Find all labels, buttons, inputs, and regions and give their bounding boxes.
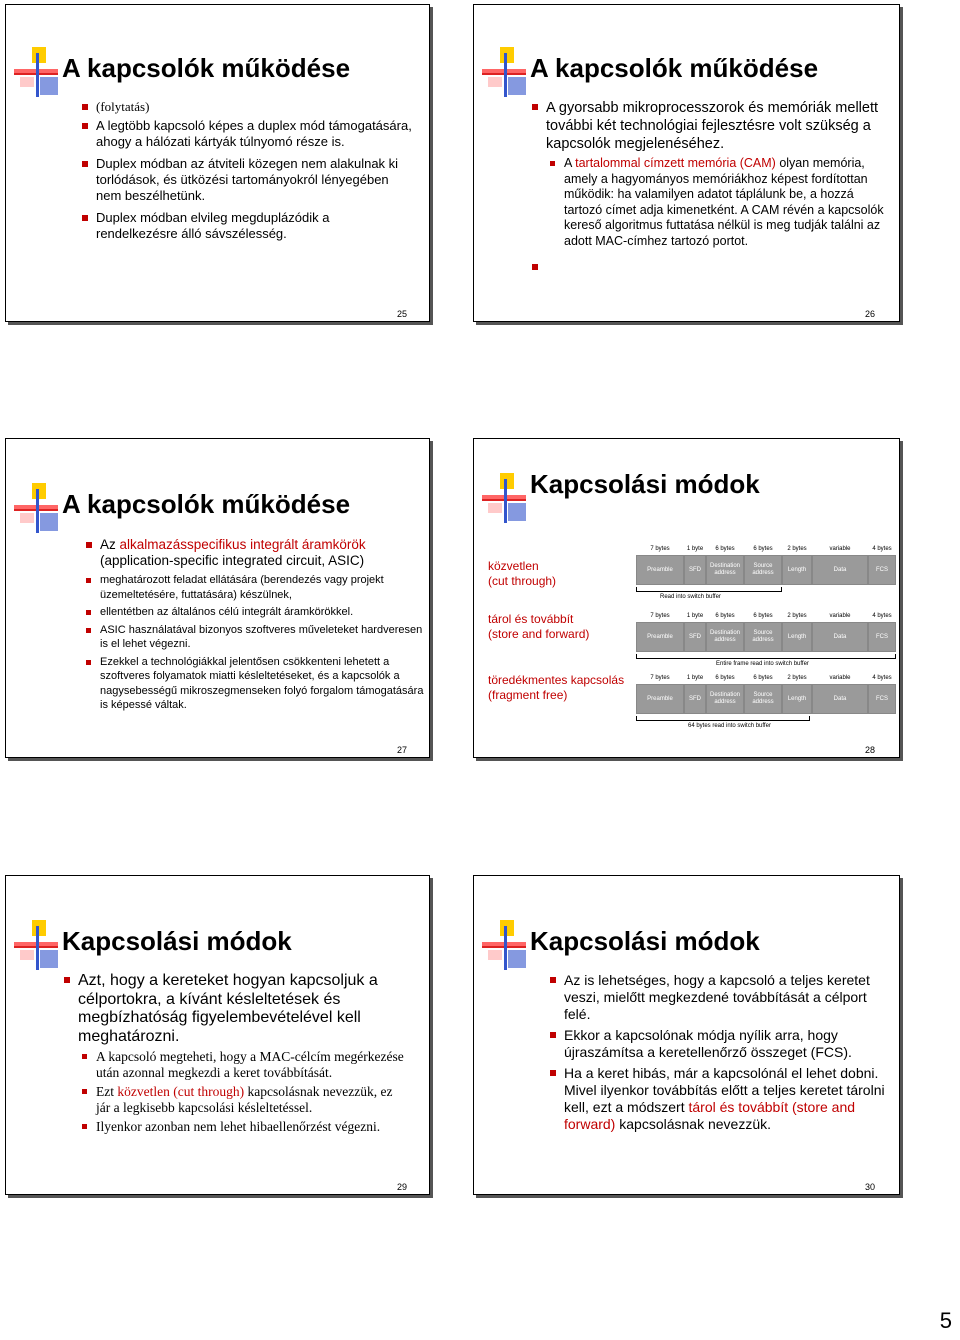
slide-title: Kapcsolási módok: [62, 926, 292, 956]
size-label: 7 bytes: [650, 675, 670, 681]
size-label: 6 bytes: [715, 675, 735, 681]
highlight-term: alkalmazásspecifikus integrált áramkörök: [119, 537, 366, 552]
field-length: Length: [782, 684, 812, 714]
sub-bullet-item: [82, 1084, 404, 1116]
size-label: 6 bytes: [715, 546, 735, 552]
read-range-bracket: [636, 587, 782, 592]
bullet-item: Azt, hogy a kereteket hogyan kapcsoljuk a célportokra, a kívánt késleltetések és megbízhatóság figyelembevételével kell meghatározni.: [64, 972, 404, 1046]
frame-size-row: [636, 675, 896, 684]
text-part: kapcsolásnak nevezzük, ez jár a legkisebb kapcsolási késleltetéssel.: [96, 1084, 393, 1115]
document-page-number: 5: [939, 1308, 952, 1333]
mode-name-en: (store and forward): [488, 627, 590, 641]
sub-bullet-item: ASIC használatával bizonyos szoftveres műveleteket hardveresen is el lehet végezni.: [86, 623, 426, 652]
size-label: 6 bytes: [753, 613, 773, 619]
bullet-item-empty: [532, 259, 892, 277]
field-source: Source address: [744, 622, 782, 652]
size-label: variable: [829, 675, 851, 681]
highlight-term: tárol és továbbít (store and forward): [564, 1099, 856, 1132]
mode-name: közvetlen: [488, 559, 539, 573]
slide-27: [5, 438, 430, 758]
field-data: Data: [812, 684, 868, 714]
field-data: Data: [812, 555, 868, 585]
page-number: 30: [865, 1182, 876, 1192]
field-length: Length: [782, 555, 812, 585]
mode-name: tárol és továbbít: [488, 612, 574, 626]
text-part: kapcsolásnak nevezzük.: [615, 1116, 771, 1132]
slide-30: [473, 875, 900, 1195]
bullet-item: A legtöbb kapcsoló képes a duplex mód támogatására, ahogy a hálózati kártyák túlnyomó része is.: [82, 118, 412, 150]
size-label: 1 byte: [686, 675, 704, 681]
size-label: 7 bytes: [650, 546, 670, 552]
frame-diagram-cut-through: [636, 555, 896, 585]
size-label: 1 byte: [686, 613, 704, 619]
page-number: 28: [865, 745, 876, 755]
sub-bullet-item: Ezekkel a technológiákkal jelentősen csökkenteni lehetett a szoftveres folyamatok miatti késleltetéseket, és a kapcsolók a nagysebességű mikroszegmenseken folyó forgalom támogatására is képessé váltak.: [86, 655, 426, 713]
size-label: 4 bytes: [872, 546, 892, 552]
sub-bullet-item: [550, 156, 892, 249]
text-part: A: [564, 156, 576, 170]
field-source: Source address: [744, 684, 782, 714]
size-label: 2 bytes: [787, 613, 807, 619]
bullet-item: [86, 537, 426, 569]
field-data: Data: [812, 622, 868, 652]
bullet-item: Az is lehetséges, hogy a kapcsoló a teljes keretet veszi, mielőtt megkezdené továbbítását a célport felé.: [550, 972, 890, 1023]
frame-diagram-fragment-free: [636, 684, 896, 714]
field-destination: Destination address: [706, 622, 744, 652]
slide-29: [5, 875, 430, 1195]
read-range-bracket: [636, 716, 810, 721]
bullet-item: [550, 1065, 890, 1133]
slide-28: [473, 438, 900, 758]
mode-name-en: (fragment free): [488, 688, 568, 702]
field-preamble: Preamble: [636, 622, 684, 652]
text-part: olyan memória, amely a hagyományos memóriákhoz képest fordítottan működik: ha valamilyen adatot táplálunk be, a hozzá tartozó címet adja kimenetként. A CAM révén a kapcsolók kereső algoritmus futtatása nélkül is meg tudják találni az adott MAC-címhez tartozó portot.: [564, 156, 884, 248]
slide-logo-icon: [14, 47, 66, 99]
size-label: 6 bytes: [753, 546, 773, 552]
size-label: 1 byte: [686, 546, 704, 552]
page-number: 25: [397, 309, 408, 319]
page-number: 27: [397, 745, 408, 755]
slide-logo-icon: [482, 47, 534, 99]
slide-logo-icon: [14, 920, 66, 972]
slide-body: [550, 972, 890, 1136]
field-sfd: SFD: [684, 622, 706, 652]
size-label: 2 bytes: [787, 675, 807, 681]
field-destination: Destination address: [706, 555, 744, 585]
size-label: 2 bytes: [787, 546, 807, 552]
size-label: 4 bytes: [872, 613, 892, 619]
sub-bullet-item: meghatározott feladat ellátására (berendezés vagy projekt üzemeltetésére, futtatására) készülnek,: [86, 573, 426, 602]
size-label: 4 bytes: [872, 675, 892, 681]
field-fcs: FCS: [868, 622, 896, 652]
slide-title: A kapcsolók működése: [62, 489, 351, 519]
slide-body: [82, 99, 412, 245]
slide-body: [532, 99, 892, 280]
highlight-term: közvetlen (cut through): [117, 1084, 245, 1099]
frame-size-row: [636, 613, 896, 622]
page-number: 29: [397, 1182, 408, 1192]
text-part: Ha a keret hibás, már a kapcsolónál el lehet dobni. Mivel ilyenkor továbbítás előtt a teljes keretet tárolni kell, ezt a módszert: [564, 1065, 885, 1115]
mode-fragment-free: [488, 673, 624, 703]
field-destination: Destination address: [706, 684, 744, 714]
slide-title: A kapcsolók működése: [530, 53, 819, 83]
slide-body: [64, 972, 404, 1138]
field-source: Source address: [744, 555, 782, 585]
buffer-note: Entire frame read into switch buffer: [716, 661, 809, 667]
buffer-note: Read into switch buffer: [660, 594, 721, 600]
mode-name-en: (cut through): [488, 574, 557, 588]
frame-size-row: [636, 546, 896, 555]
bullet-item: Ekkor a kapcsolónak módja nyílik arra, hogy újraszámítsa a keretellenőrző összeget (FCS).: [550, 1027, 890, 1061]
slide-title: Kapcsolási módok: [530, 469, 760, 499]
size-label: 6 bytes: [715, 613, 735, 619]
bullet-item: Duplex módban elvileg megduplázódik a rendelkezésre álló sávszélesség.: [82, 210, 412, 242]
page-number: 26: [865, 309, 876, 319]
slide-logo-icon: [482, 473, 534, 525]
bullet-item: (folytatás): [82, 99, 412, 115]
slide-25: [5, 4, 430, 322]
size-label: 7 bytes: [650, 613, 670, 619]
slide-26: [473, 4, 900, 322]
field-length: Length: [782, 622, 812, 652]
field-preamble: Preamble: [636, 684, 684, 714]
field-sfd: SFD: [684, 684, 706, 714]
sub-bullet-item: Ilyenkor azonban nem lehet hibaellenőrzést végezni.: [82, 1119, 404, 1135]
mode-cut-through: [488, 559, 556, 589]
mode-name: töredékmentes kapcsolás: [488, 673, 625, 687]
field-sfd: SFD: [684, 555, 706, 585]
text-part: (application-specific integrated circuit, ASIC): [100, 553, 365, 568]
size-label: variable: [829, 546, 851, 552]
slide-title: Kapcsolási módok: [530, 926, 760, 956]
highlight-term: tartalommal címzett memória (CAM): [575, 156, 776, 170]
buffer-note: 64 bytes read into switch buffer: [688, 723, 771, 729]
slide-body: [86, 537, 426, 716]
size-label: 6 bytes: [753, 675, 773, 681]
size-label: variable: [829, 613, 851, 619]
slide-title: A kapcsolók működése: [62, 53, 351, 83]
text-part: Az: [100, 537, 120, 552]
sub-bullet-item: A kapcsoló megteheti, hogy a MAC-célcím megérkezése után azonnal megkezdi a keret továbbítását.: [82, 1049, 404, 1081]
frame-diagram-store-and-forward: [636, 622, 896, 652]
slide-logo-icon: [482, 920, 534, 972]
text-part: Ezt: [96, 1084, 118, 1099]
read-range-bracket: [636, 654, 896, 659]
sub-bullet-item: ellentétben az általános célú integrált áramkörökkel.: [86, 605, 426, 620]
field-fcs: FCS: [868, 684, 896, 714]
mode-store-and-forward: [488, 612, 589, 642]
bullet-item: A gyorsabb mikroprocesszorok és memóriák mellett további két technológiai fejlesztésre volt szükség a kapcsolók megjelenéséhez.: [532, 99, 892, 153]
field-fcs: FCS: [868, 555, 896, 585]
bullet-item: Duplex módban az átviteli közegen nem alakulnak ki torlódások, és ütközési tartományokról lényegében nem beszélhetünk.: [82, 156, 412, 204]
field-preamble: Preamble: [636, 555, 684, 585]
slide-logo-icon: [14, 483, 66, 535]
